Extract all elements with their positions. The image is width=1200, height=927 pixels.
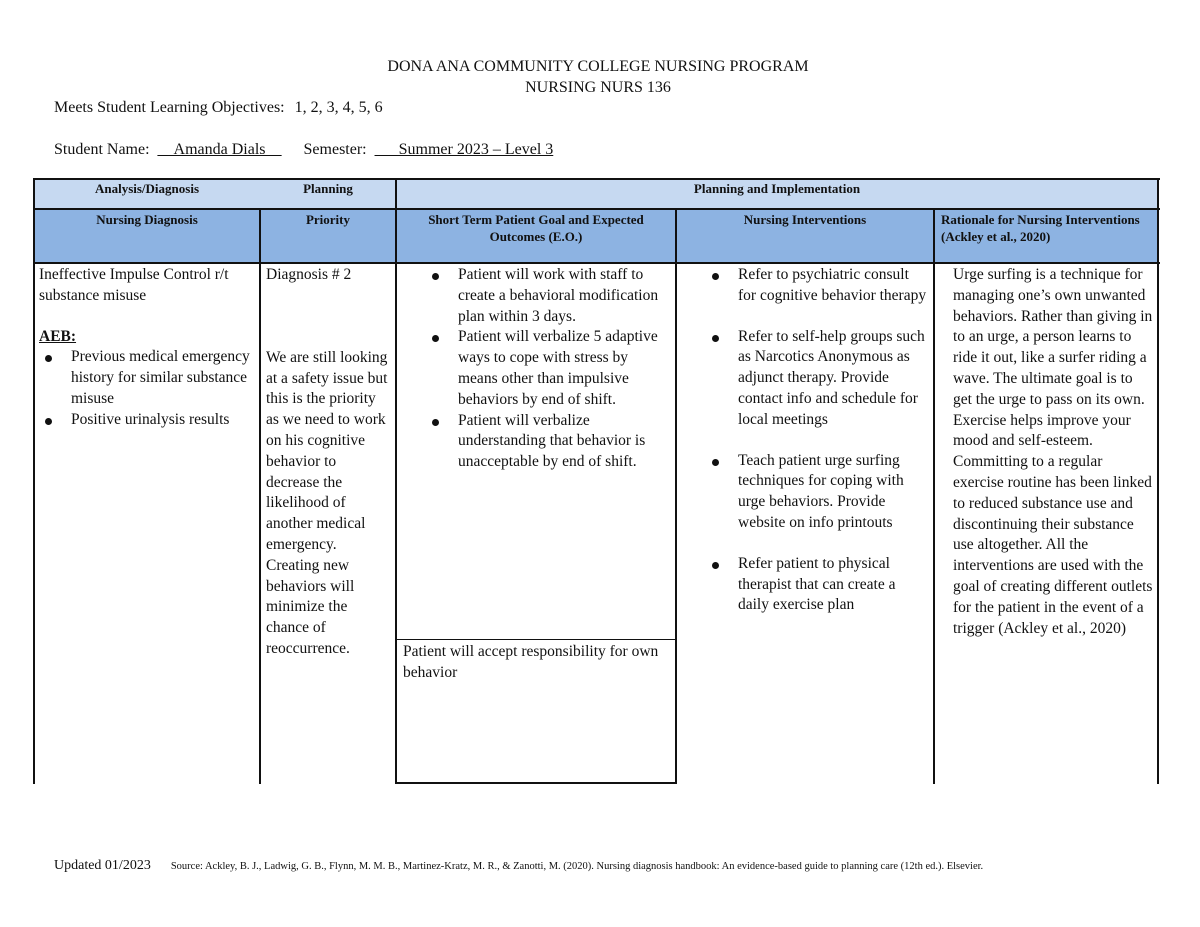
student-name-label: Student Name:	[54, 141, 150, 158]
objectives-value: 1, 2, 3, 4, 5, 6	[294, 99, 383, 116]
expected-outcome-text: Patient will accept responsibility for own behavior	[403, 643, 659, 681]
objectives-line	[54, 98, 383, 118]
table-border-top	[33, 178, 1160, 180]
priority-text: We are still looking at a safety issue but this is the priority as we need to work on his cognitive behavior to decrease the likelihood of another medical emergency. Creating new behaviors will minimize the chance of reoccurrence.	[266, 348, 388, 657]
interventions-list	[704, 265, 930, 616]
student-line	[54, 140, 553, 160]
group-header-implementation-text: Planning and Implementation	[693, 181, 861, 196]
footer	[54, 856, 983, 874]
semester-value: ___Summer 2023 – Level 3	[374, 141, 554, 158]
interventions-cell	[678, 265, 930, 616]
col-header-diagnosis-text: Nursing Diagnosis	[96, 212, 198, 227]
rationale-text: Urge surfing is a technique for managing one’s own unwanted behaviors. Rather than giving in to an urge, a person learns to ride it out, like a surfer riding a wave. The ultimate goal is to get the urge to pass on its own. Exercise helps improve your mood and self-esteem. Committing to a regular exercise routine has been linked to reduced substance use and discontinuing their substance use altogether. All the interventions are used with the goal of creating different outlets for the patient in the event of a trigger (Ackley et al., 2020)	[953, 266, 1153, 637]
priority-number: Diagnosis # 2	[266, 266, 352, 283]
column-divider-goal	[395, 178, 397, 784]
group-header-analysis	[34, 179, 260, 209]
goal-outcome-divider	[395, 639, 677, 640]
intervention-item: Teach patient urge surfing techniques for coping with urge behaviors. Provide website on info printouts	[704, 451, 930, 534]
diagnosis-text: Ineffective Impulse Control r/t substance misuse	[39, 266, 229, 304]
goal-item: Patient will verbalize understanding that behavior is unacceptable by end of shift.	[424, 411, 666, 473]
priority-cell	[266, 265, 392, 660]
table-border-left	[33, 178, 35, 784]
intervention-item: Refer patient to physical therapist that can create a daily exercise plan	[704, 554, 930, 616]
goals-cell	[398, 265, 666, 473]
col-header-priority-text: Priority	[305, 212, 351, 227]
spacer	[704, 534, 930, 554]
goal-item: Patient will verbalize 5 adaptive ways to cope with stress by means other than impulsive behaviors by end of shift.	[424, 327, 666, 410]
goal-item: Patient will work with staff to create a behavioral modification plan within 3 days.	[424, 265, 666, 327]
aeb-label: AEB:	[39, 327, 77, 345]
group-header-implementation	[396, 179, 1158, 209]
goals-list	[424, 265, 666, 473]
col-header-interventions	[676, 209, 934, 263]
col-header-interventions-text: Nursing Interventions	[743, 212, 867, 227]
intervention-item: Refer to self-help groups such as Narcotics Anonymous as adjunct therapy. Provide contact info and schedule for local meetings	[704, 327, 930, 431]
updated-date: Updated 01/2023	[54, 858, 151, 873]
student-name-value: __Amanda Dials__	[157, 141, 282, 158]
column-divider-priority	[259, 208, 261, 784]
goal-cell-bottom	[395, 782, 677, 784]
aeb-item: Positive urinalysis results	[37, 410, 255, 431]
col-header-priority	[260, 209, 396, 263]
diagnosis-cell	[39, 265, 255, 431]
program-title: DONA ANA COMMUNITY COLLEGE NURSING PROGRAM	[387, 58, 809, 75]
table-border-header-mid	[33, 208, 1160, 210]
col-header-rationale-citation: (Ackley et al., 2020)	[941, 229, 1051, 244]
spacer	[704, 307, 930, 327]
group-header-planning-text: Planning	[303, 181, 353, 196]
column-divider-rationale	[933, 208, 935, 784]
table-border-right	[1157, 178, 1159, 784]
col-header-goal-text: Short Term Patient Goal and Expected Outcomes (E.O.)	[428, 212, 644, 244]
col-header-rationale	[934, 209, 1158, 263]
aeb-list	[37, 347, 255, 430]
source-citation: Source: Ackley, B. J., Ladwig, G. B., Flynn, M. M. B., Martinez-Kratz, M. R., & Zanotti, M. (2020). Nursing diagnosis handbook: An evidence-based guide to planning care (12th ed.). Elsevier.	[170, 861, 984, 872]
col-header-rationale-text: Rationale for Nursing Interventions	[941, 212, 1140, 227]
expected-outcome-cell	[403, 642, 671, 684]
group-header-planning	[260, 179, 396, 209]
column-divider-interventions	[675, 208, 677, 784]
rationale-cell	[953, 265, 1154, 639]
group-header-analysis-text: Analysis/Diagnosis	[94, 181, 200, 196]
aeb-item: Previous medical emergency history for similar substance misuse	[37, 347, 255, 409]
col-header-goal	[396, 209, 676, 263]
semester-label: Semester:	[303, 141, 367, 158]
col-header-diagnosis	[34, 209, 260, 263]
intervention-item: Refer to psychiatric consult for cognitive behavior therapy	[704, 265, 930, 307]
objectives-label: Meets Student Learning Objectives:	[54, 99, 285, 116]
spacer	[704, 431, 930, 451]
table-border-header-bottom	[33, 262, 1160, 264]
course-title: NURSING NURS 136	[525, 79, 671, 96]
